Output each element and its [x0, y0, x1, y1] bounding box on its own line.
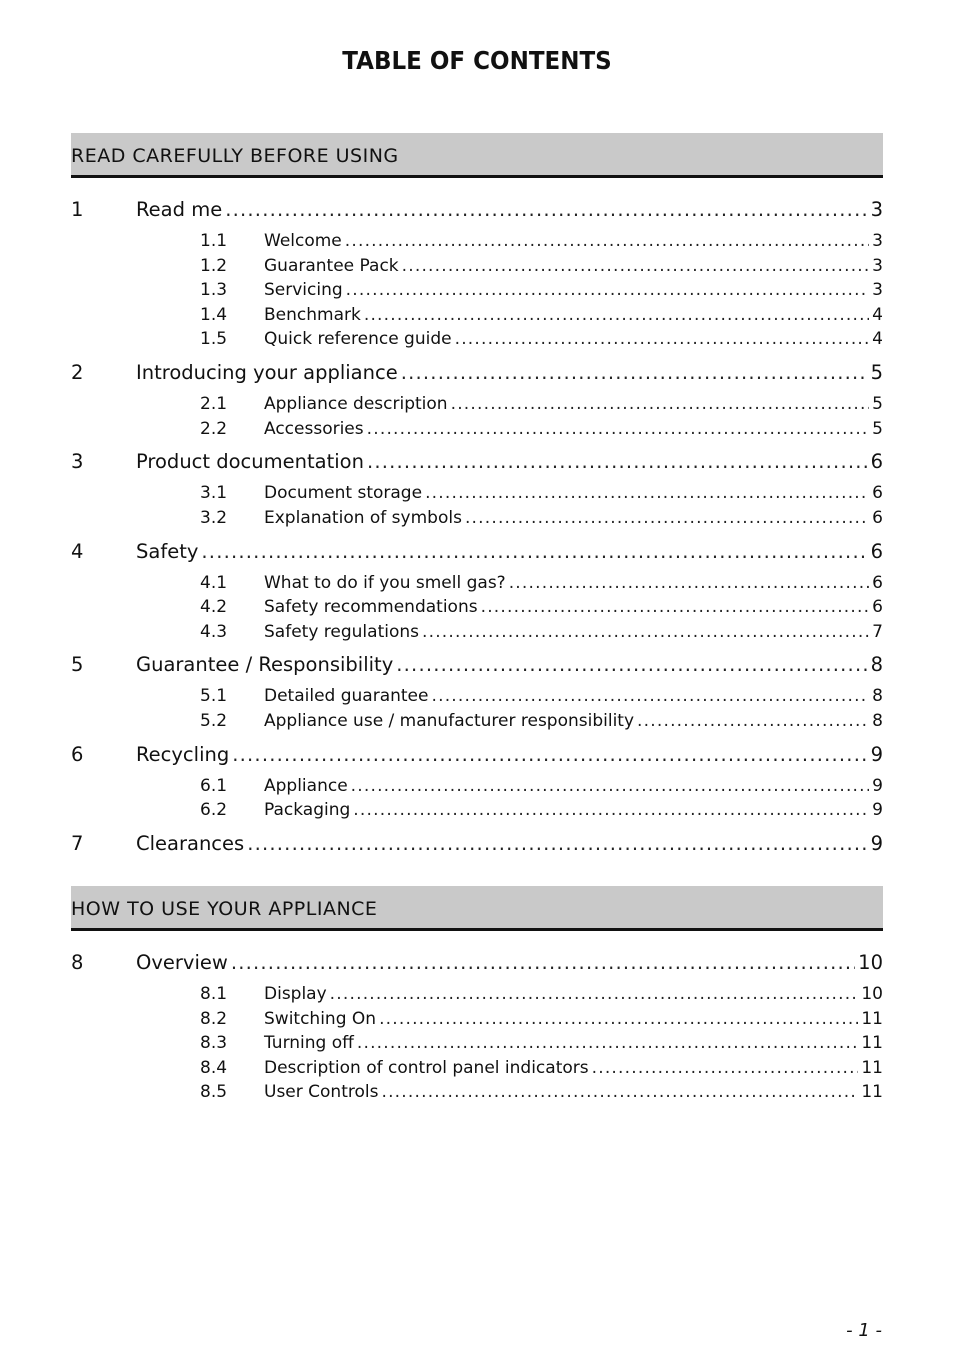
toc-entry-3-2[interactable] — [71, 508, 883, 532]
toc-chapter-7[interactable] — [71, 832, 883, 856]
dot-leader — [357, 1033, 859, 1053]
page-number: 6 — [870, 540, 883, 563]
chapter-number: 5 — [71, 653, 84, 676]
chapter-title: Read me — [136, 198, 223, 221]
page-number: 8 — [870, 653, 883, 676]
dot-leader — [401, 361, 868, 384]
toc-entry-1-2[interactable] — [71, 256, 883, 280]
chapter-number: 3 — [71, 450, 84, 473]
dot-leader — [346, 280, 870, 300]
entry-title: Safety regulations — [264, 622, 419, 642]
toc-entry-5-2[interactable] — [71, 711, 883, 735]
page-number: 5 — [872, 394, 883, 414]
entry-number: 3.1 — [200, 483, 228, 503]
footer-page-number: - 1 - — [846, 1320, 882, 1341]
dot-leader — [431, 686, 869, 706]
toc-entry-4-2[interactable] — [71, 597, 883, 621]
page-number: 10 — [858, 951, 883, 974]
toc-entry-4-3[interactable] — [71, 622, 883, 646]
entry-number: 2.2 — [200, 419, 228, 439]
page-number: 11 — [861, 1058, 883, 1078]
chapter-title: Product documentation — [136, 450, 364, 473]
page-number: 9 — [872, 800, 883, 820]
chapter-number: 4 — [71, 540, 84, 563]
entry-title: Accessories — [264, 419, 364, 439]
page-number: 6 — [872, 597, 883, 617]
toc-entry-8-2[interactable] — [71, 1009, 883, 1033]
entry-title: Description of control panel indicators — [264, 1058, 589, 1078]
entry-number: 4.1 — [200, 573, 228, 593]
entry-number: 8.3 — [200, 1033, 228, 1053]
dot-leader — [247, 832, 867, 855]
chapter-title: Introducing your appliance — [136, 361, 398, 384]
entry-number: 8.1 — [200, 984, 228, 1004]
entry-number: 3.2 — [200, 508, 228, 528]
entry-title: Explanation of symbols — [264, 508, 462, 528]
dot-leader — [402, 256, 870, 276]
chapter-number: 6 — [71, 743, 84, 766]
toc-entry-5-1[interactable] — [71, 686, 883, 710]
toc-entry-2-1[interactable] — [71, 394, 883, 418]
page-number: 5 — [872, 419, 883, 439]
entry-number: 4.3 — [200, 622, 228, 642]
chapter-title: Guarantee / Responsibility — [136, 653, 394, 676]
entry-title: Turning off — [264, 1033, 354, 1053]
entry-title: Guarantee Pack — [264, 256, 399, 276]
entry-title: Switching On — [264, 1009, 377, 1029]
entry-title: Packaging — [264, 800, 351, 820]
page-number: 11 — [861, 1082, 883, 1102]
dot-leader — [381, 1082, 858, 1102]
chapter-number: 8 — [71, 951, 84, 974]
page-number: 5 — [870, 361, 883, 384]
toc-entry-2-2[interactable] — [71, 419, 883, 443]
page-number: 11 — [861, 1009, 883, 1029]
entry-title: Appliance description — [264, 394, 448, 414]
page-number: 3 — [872, 280, 883, 300]
dot-leader — [364, 305, 869, 325]
dot-leader — [481, 597, 870, 617]
dot-leader — [451, 394, 870, 414]
dot-leader — [592, 1058, 859, 1078]
entry-number: 1.4 — [200, 305, 228, 325]
toc-entry-6-2[interactable] — [71, 800, 883, 824]
entry-number: 5.1 — [200, 686, 228, 706]
page-number: 4 — [872, 329, 883, 349]
toc-entry-1-4[interactable] — [71, 305, 883, 329]
toc-entry-1-1[interactable] — [71, 231, 883, 255]
entry-number: 1.5 — [200, 329, 228, 349]
chapter-title: Safety — [136, 540, 199, 563]
dot-leader — [330, 984, 859, 1004]
entry-title: Display — [264, 984, 327, 1004]
page-title: TABLE OF CONTENTS — [342, 46, 612, 75]
entry-title: Appliance — [264, 776, 348, 796]
toc-chapter-8[interactable] — [71, 951, 883, 975]
dot-leader — [465, 508, 869, 528]
toc-entry-4-1[interactable] — [71, 573, 883, 597]
toc-entry-1-3[interactable] — [71, 280, 883, 304]
entry-number: 6.1 — [200, 776, 228, 796]
page-number: 6 — [872, 483, 883, 503]
toc-entry-8-4[interactable] — [71, 1058, 883, 1082]
toc-entry-8-5[interactable] — [71, 1082, 883, 1106]
chapter-number: 2 — [71, 361, 84, 384]
dot-leader — [231, 951, 855, 974]
entry-title: What to do if you smell gas? — [264, 573, 506, 593]
toc-chapter-4[interactable] — [71, 540, 883, 564]
chapter-number: 7 — [71, 832, 84, 855]
page-number: 11 — [861, 1033, 883, 1053]
page-number: 8 — [872, 711, 883, 731]
entry-title: Benchmark — [264, 305, 361, 325]
dot-leader — [201, 540, 867, 563]
entry-number: 8.5 — [200, 1082, 228, 1102]
entry-number: 6.2 — [200, 800, 228, 820]
page-number: 10 — [861, 984, 883, 1004]
dot-leader — [351, 776, 870, 796]
chapter-title: Recycling — [136, 743, 230, 766]
page-number: 7 — [872, 622, 883, 642]
dot-leader — [379, 1009, 858, 1029]
page-number: 8 — [872, 686, 883, 706]
chapter-title: Clearances — [136, 832, 245, 855]
toc-entry-8-3[interactable] — [71, 1033, 883, 1057]
chapter-number: 1 — [71, 198, 84, 221]
toc-entry-8-1[interactable] — [71, 984, 883, 1008]
entry-title: Servicing — [264, 280, 343, 300]
entry-title: Appliance use / manufacturer responsibility — [264, 711, 635, 731]
entry-number: 1.2 — [200, 256, 228, 276]
page-number: 3 — [872, 256, 883, 276]
dot-leader — [367, 419, 870, 439]
entry-title: Quick reference guide — [264, 329, 452, 349]
toc-entry-1-5[interactable] — [71, 329, 883, 353]
dot-leader — [225, 198, 867, 221]
page-number: 9 — [870, 743, 883, 766]
dot-leader — [345, 231, 869, 251]
entry-title: User Controls — [264, 1082, 379, 1102]
entry-number: 1.3 — [200, 280, 228, 300]
chapter-title: Overview — [136, 951, 228, 974]
entry-title: Detailed guarantee — [264, 686, 429, 706]
entry-number: 2.1 — [200, 394, 228, 414]
page-number: 6 — [872, 573, 883, 593]
dot-leader — [353, 800, 869, 820]
section-heading-read-carefully — [71, 133, 883, 178]
section-heading-how-to-use — [71, 886, 883, 931]
toc-entry-6-1[interactable] — [71, 776, 883, 800]
page-number: 9 — [872, 776, 883, 796]
dot-leader — [509, 573, 869, 593]
dot-leader — [425, 483, 869, 503]
page-number: 4 — [872, 305, 883, 325]
entry-number: 8.4 — [200, 1058, 228, 1078]
toc-entry-3-1[interactable] — [71, 483, 883, 507]
toc-chapter-6[interactable] — [71, 743, 883, 767]
entry-number: 1.1 — [200, 231, 228, 251]
toc-chapter-2[interactable] — [71, 361, 883, 385]
dot-leader — [367, 450, 868, 473]
toc-chapter-3[interactable] — [71, 450, 883, 474]
toc-chapter-1[interactable] — [71, 198, 883, 222]
dot-leader — [455, 329, 870, 349]
entry-number: 5.2 — [200, 711, 228, 731]
toc-chapter-5[interactable] — [71, 653, 883, 677]
page-number: 3 — [870, 198, 883, 221]
section-heading-label: HOW TO USE YOUR APPLIANCE — [71, 898, 378, 920]
page-number: 6 — [870, 450, 883, 473]
dot-leader — [396, 653, 867, 676]
page-number: 9 — [870, 832, 883, 855]
entry-title: Safety recommendations — [264, 597, 478, 617]
dot-leader — [637, 711, 869, 731]
page-number: 3 — [872, 231, 883, 251]
entry-title: Welcome — [264, 231, 342, 251]
dot-leader — [422, 622, 869, 642]
section-heading-label: READ CAREFULLY BEFORE USING — [71, 145, 399, 167]
entry-number: 8.2 — [200, 1009, 228, 1029]
entry-number: 4.2 — [200, 597, 228, 617]
dot-leader — [232, 743, 867, 766]
page-number: 6 — [872, 508, 883, 528]
entry-title: Document storage — [264, 483, 423, 503]
